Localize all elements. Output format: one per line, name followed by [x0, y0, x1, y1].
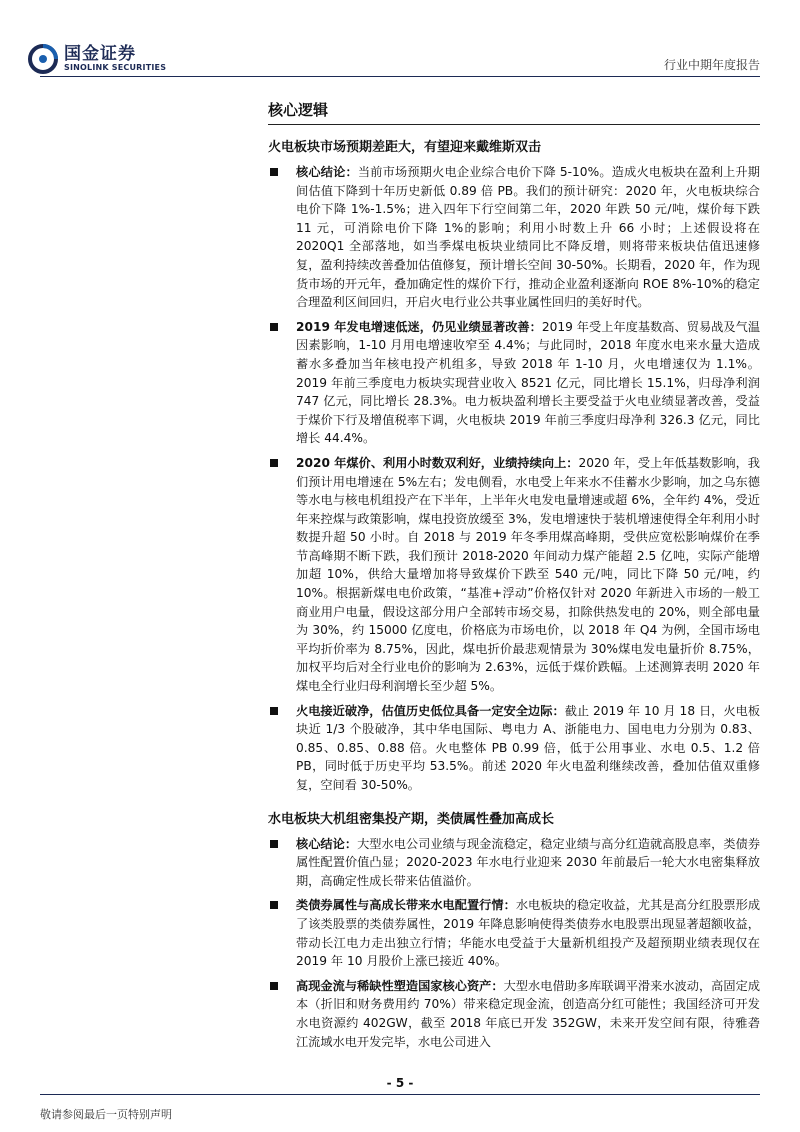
header-divider: [40, 76, 760, 77]
bullet-head: 2019 年发电增速低迷，仍见业绩显著改善：: [296, 319, 542, 334]
watermark: [200, 520, 222, 574]
bullet-text: 当前市场预期火电企业综合电价下降 5-10%。造成火电板块在盈利上升期间估值下降到十年历史新低 0.89 倍 PB。我们的预计研究：2020 年，火电板块综合电价下降 1%-1.5%；进入四年下行空间第二年，2020 年跌 50 元/吨，煤价每下跌 11 元，可消除电价下降 1%的影响；利用小时数上升 66 小时；上述假设将在 2020Q1 全部落地，如当季煤电板块业绩同比不降反增，则将带来板块估值迅速修复，盈利持续改善叠加估值修复，预计增长空间 30-50%。长期看，2020 年，作为现货市场的开元年，叠加确定性的煤价下行，推动企业盈利逐渐向 ROE 8%-10%的稳定合理盈利区间回归，开启火电行业公共事业属性回归的美好时代。: [296, 165, 760, 310]
bullet-item: [268, 318, 760, 448]
logo-english-name: SINOLINK SECURITIES: [64, 63, 167, 72]
square-bullet-icon: [270, 707, 278, 715]
sinolink-logo-icon: [28, 44, 58, 74]
square-bullet-icon: [270, 323, 278, 331]
bullet-head: 类债券属性与高成长带来水电配置行情：: [296, 898, 516, 913]
square-bullet-icon: [270, 168, 278, 176]
bullet-item: [268, 896, 760, 970]
square-bullet-icon: [270, 901, 278, 909]
bullet-item: [268, 977, 760, 1051]
bullet-text: 水电板块的稳定收益，尤其是高分红股票形成了该类股票的类债券属性，2019 年降息影响使得类债券水电股票出现显著超额收益，带动长江电力走出独立行情；华能水电受益于大量新机组投产及超预期业绩表现仅在 2019 年 10 月股价上涨已接近 40%。: [296, 898, 761, 969]
bullet-text: 截止 2019 年 10 月 18 日，火电板块近 1/3 个股破净，其中华电国际、粤电力 A、浙能电力、国电电力分别为 0.83、0.85、0.85、0.88 倍。火电整体 PB 0.99 倍，低于公用事业、水电 0.5、1.2 倍 PB，同时低于历史平均 53.5%。前述 2020 年火电盈利继续改善，叠加估值双重修复，空间看 30-50%。: [296, 703, 761, 792]
bullet-item: [268, 702, 760, 795]
page-header: [0, 0, 800, 90]
page-number: - 5 -: [386, 1076, 414, 1090]
bullet-head: 核心结论：: [296, 165, 358, 179]
subsection-hydro-power: [268, 809, 760, 1052]
bullet-head: 2020 年煤价、利用小时数双利好，业绩持续向上：: [296, 455, 579, 470]
footer-disclaimer: 敬请参阅最后一页特别声明: [40, 1108, 172, 1121]
square-bullet-icon: [270, 459, 278, 467]
square-bullet-icon: [270, 982, 278, 990]
company-logo: [28, 44, 166, 74]
bullet-head: 火电接近破净，估值历史低位具备一定安全边际：: [296, 703, 565, 718]
bullet-head: 核心结论：: [296, 836, 358, 851]
report-type-label: 行业中期年度报告: [663, 58, 760, 72]
main-content: [268, 96, 760, 1057]
subsection-thermal-power: [268, 137, 760, 795]
section-title-rule: [268, 124, 760, 125]
subsection-heading: 火电板块市场预期差距大，有望迎来戴维斯双击: [268, 140, 542, 155]
logo-chinese-name: 国金证券: [64, 44, 136, 64]
section-title: 核心逻辑: [268, 101, 329, 119]
square-bullet-icon: [270, 840, 278, 848]
bullet-head: 高现金流与稀缺性塑造国家核心资产：: [296, 978, 504, 993]
bullet-item: [268, 835, 760, 891]
bullet-item: [268, 163, 760, 312]
bullet-text: 大型水电公司业绩与现金流稳定，稳定业绩与高分红造就高股息率，类债券属性配置价值凸显；2020-2023 年水电行业迎来 2030 年前最后一轮大水电密集释放期，高确定性成长带来估值溢价。: [296, 836, 761, 888]
bullet-text: 2020 年，受上年低基数影响，我们预计用电增速在 5%左右；发电侧看，水电受上年来水不佳蓄水少影响，加之乌东德等水电与核电机组投产在下半年，上半年火电发电量增速或超 6%，全年约 4%，受近年来控煤与政策影响，煤电投资放缓至 3%，发电增速快于装机增速使得全年利用小时数提升超 50 小时。自 2018 与 2019 年冬季用煤高峰期，受供应宽松影响煤价在季节高峰期不断下跌，我们预计 2018-2020 年间动力煤产能超 2.5 亿吨，实际产能增加超 10%，供给大量增加将导致煤价下跌至 540 元/吨，同比下降 50 元/吨，约 10%。根据新煤电电价政策，“基准+浮动”价格仅针对 2020 年新进入市场的一般工商业用户电量，假设这部分用户全部转市场交易，扣除供热发电的 20%，则全部电量为 30%，约 15000 亿度电，价格底为市场电价，以 2018 年 Q4 为例，全国市场电平均折价率为 8.75%，因此，煤电折价最悲观情景为 30%煤电发电量折价 8.75%，加权平均后对全行业电价的影响为 2.63%，远低于煤价跌幅。上述测算表明 2020 年煤电全行业归母利润增长至少超 5%。: [296, 455, 760, 694]
footer-divider: [40, 1094, 760, 1095]
bullet-item: [268, 454, 760, 696]
subsection-heading: 水电板块大机组密集投产期，类债属性叠加高成长: [268, 811, 555, 827]
bullet-text: 2019 年受上年度基数高、贸易战及气温因素影响，1-10 月用电增速收窄至 4.4%；与此同时，2018 年度水电来水量大造成蓄水多叠加当年核电投产机组多，导致 2018 年 1-10 月，火电增速仅为 1.1%。2019 年前三季度电力板块实现营业收入 8521 亿元，同比增长 15.1%，归母净利润 747 亿元，同比增长 28.3%。电力板块盈利增长主要受益于火电业绩显著改善，受益于煤价下行及增值税率下调，火电板块 2019 年前三季度归母净利 326.3 亿元，同比增长 44.4%。: [296, 319, 761, 446]
bullet-text: 大型水电借助多库联调平滑来水波动，高固定成本（折旧和财务费用约 70%）带来稳定现金流，创造高分红可能性；我国经济可开发水电资源约 402GW，截至 2018 年底已开发 352GW，未来开发空间有限，待雅砻江流域水电开发完毕，水电公司进入: [296, 978, 761, 1049]
